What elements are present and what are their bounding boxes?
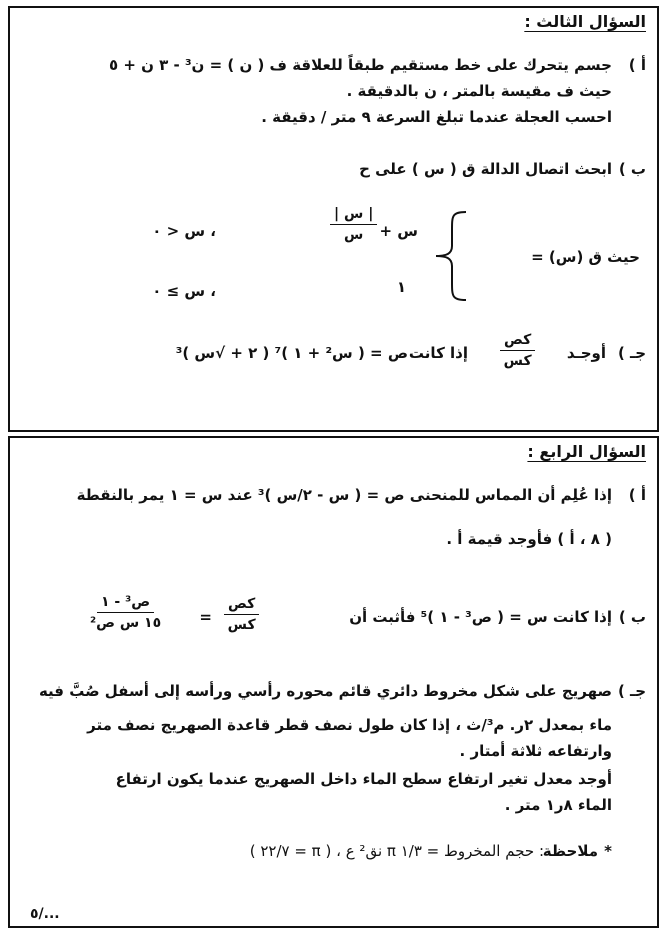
q4-b-equals: = xyxy=(199,608,212,626)
q3-b-case1-prefix: س + xyxy=(379,222,418,240)
q4-b-if: إذا كانت س = ( ص³ - ١ )⁵ فأثبت أن xyxy=(349,608,612,626)
q4-c-line1: صهريج على شكل مخروط دائري قائم محوره رأسي ورأسه إلى أسفل صُبَّ فيه xyxy=(38,682,612,700)
page-number: ٥/... xyxy=(30,906,60,922)
q4-b-rhs-fraction xyxy=(90,594,161,631)
q3-b-case1-condition: ، س < ٠ xyxy=(152,222,216,240)
q4-note-label: ملاحظة xyxy=(542,842,598,860)
fraction-numerator: ص³ - ١ xyxy=(97,594,154,613)
fraction-numerator: كص xyxy=(500,332,535,351)
q3-c-marker: جـ ) xyxy=(617,344,646,362)
q4-note-star: * xyxy=(604,842,612,860)
question-4-title: السؤال الرابع : xyxy=(527,442,646,461)
q3-b-where: حيث ق (س) = xyxy=(531,248,640,266)
q3-b-case2-condition: ، س ≥ ٠ xyxy=(152,282,216,300)
q4-b-lhs-fraction xyxy=(224,596,259,633)
q4-c-marker: جـ ) xyxy=(617,682,646,700)
q4-a-marker: أ ) xyxy=(628,486,646,504)
curly-brace xyxy=(432,210,472,302)
fraction-denominator: ١٥ س ص² xyxy=(90,615,162,631)
q4-b-marker: ب ) xyxy=(618,608,646,626)
question-3-title: السؤال الثالث : xyxy=(524,12,646,31)
q3-b-marker: ب ) xyxy=(618,160,646,178)
fraction-numerator: | س | xyxy=(330,206,377,225)
q3-c-find: أوجـد xyxy=(566,344,606,362)
q3-b-case2-value: ١ xyxy=(396,278,406,296)
q4-a-line2: ( ٨ ، أ ) فأوجد قيمة أ . xyxy=(446,530,612,548)
fraction-denominator: كس xyxy=(503,353,532,369)
q4-c-line5: الماء ٨ر١ متر . xyxy=(504,796,612,814)
fraction-denominator: س xyxy=(344,227,364,243)
q4-note-text: : حجم المخروط = ١/٣ π نق² ع ، ( π = ٢٢/٧ ) xyxy=(249,842,544,860)
q3-a-line3: احسب العجلة عندما تبلغ السرعة ٩ متر / دقيقة . xyxy=(261,108,612,126)
q3-c-expression: ص = ( س² + ١ )⁷ ( ٢ + √س )³ xyxy=(175,344,408,362)
q4-c-line2: ماء بمعدل ٢ر. م³/ث ، إذا كان طول نصف قطر قاعدة الصهريج نصف متر xyxy=(87,716,612,734)
q3-b-case1-fraction xyxy=(330,206,377,243)
q3-a-line1: جسم يتحرك على خط مستقيم طبقاً للعلاقة ف ( ن ) = ن³ - ٣ ن + ٥ xyxy=(108,56,612,74)
q3-a-marker: أ ) xyxy=(628,56,646,74)
fraction-numerator: كص xyxy=(224,596,259,615)
fraction-denominator: كس xyxy=(227,617,256,633)
q3-c-if: إذا كانت xyxy=(408,344,468,362)
q3-b-line1: ابحث اتصال الدالة ق ( س ) على ح xyxy=(359,160,612,178)
q4-c-line4: أوجد معدل تغير ارتفاع سطح الماء داخل الصهريج عندما يكون ارتفاع xyxy=(115,770,612,788)
q4-c-line3: وارتفاعه ثلاثة أمتار . xyxy=(459,742,612,760)
q3-c-derivative xyxy=(500,332,535,369)
q4-a-line1: إذا عُلِم أن المماس للمنحنى ص = ( س - ٢/س )³ عند س = ١ يمر بالنقطة xyxy=(76,486,612,504)
q3-a-line2: حيث ف مقيسة بالمتر ، ن بالدقيقة . xyxy=(346,82,612,100)
